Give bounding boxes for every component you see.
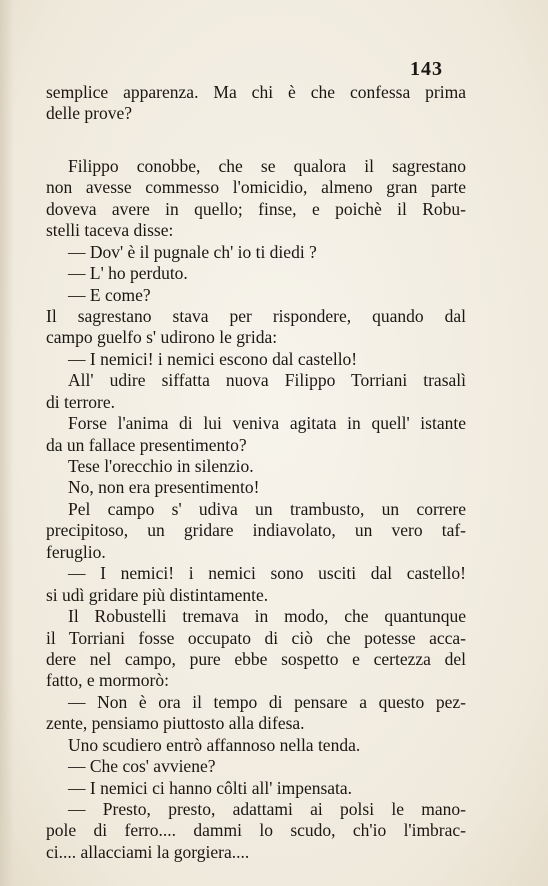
text-line: zente, pensiamo piuttosto alla difesa.	[46, 713, 305, 734]
blank-line	[46, 125, 466, 156]
text-line: dere nel campo, pure ebbe sospetto e certezza del	[46, 648, 466, 669]
text-line: precipitoso, un gridare indiavolato, un vero taf-	[46, 520, 466, 541]
text-line: campo guelfo s' udirono le grida:	[46, 327, 278, 348]
text-line: di terrore.	[46, 391, 115, 412]
text-line: — Presto, presto, adattami ai polsi le mano-	[68, 799, 466, 819]
text-line: si udì gridare più distintamente.	[46, 584, 269, 605]
text-line: fatto, e mormorò:	[46, 670, 169, 691]
text-line: — E come?	[68, 284, 151, 305]
text-line: No, non era presentimento!	[68, 477, 260, 498]
text-line: delle prove?	[46, 103, 132, 124]
text-line: feruglio.	[46, 541, 106, 562]
text-line: ci.... allacciami la gorgiera....	[46, 841, 250, 862]
text-line: il Torriani fosse occupato di ciò che potesse acca-	[46, 627, 466, 648]
text-line: — Che cos' avviene?	[68, 756, 216, 777]
text-line: — I nemici! i nemici sono usciti dal castello!	[68, 563, 466, 584]
text-line: All' udire siffatta nuova Filippo Torriani trasalì	[68, 370, 466, 391]
text-line: Pel campo s' udiva un trambusto, un correre	[68, 498, 466, 519]
text-line: da un fallace presentimento?	[46, 434, 247, 455]
text-line: Il sagrestano stava per rispondere, quando dal	[46, 305, 466, 326]
body-text	[46, 82, 466, 863]
text-line: — Dov' è il pugnale ch' io ti diedi ?	[68, 241, 317, 262]
page-fold-shadow	[0, 0, 14, 886]
text-line: Forse l'anima di lui veniva agitata in quell' istante	[68, 413, 466, 434]
text-line: doveva avere in quello; finse, e poichè il Robu-	[46, 198, 466, 219]
text-line: Il Robustelli tremava in modo, che quantunque	[68, 606, 466, 627]
text-line: — L' ho perduto.	[68, 263, 188, 284]
text-line: Uno scudiero entrò affannoso nella tenda.	[68, 734, 361, 755]
page-number: 143	[410, 58, 443, 80]
text-line: — Non è ora il tempo di pensare a questo pez-	[68, 691, 466, 712]
text-line: semplice apparenza. Ma chi è che confessa prima	[46, 82, 466, 102]
text-line: pole di ferro.... dammi lo scudo, ch'io l'imbrac-	[46, 820, 466, 841]
text-line: non avesse commesso l'omicidio, almeno gran parte	[46, 177, 466, 198]
text-line: — I nemici ci hanno côlti all' impensata.	[68, 777, 353, 798]
text-line: Tese l'orecchio in silenzio.	[68, 456, 254, 476]
text-line: — I nemici! i nemici escono dal castello!	[68, 348, 358, 369]
text-line: stelli taceva disse:	[46, 220, 174, 241]
text-line: Filippo conobbe, che se qualora il sagrestano	[68, 155, 466, 176]
